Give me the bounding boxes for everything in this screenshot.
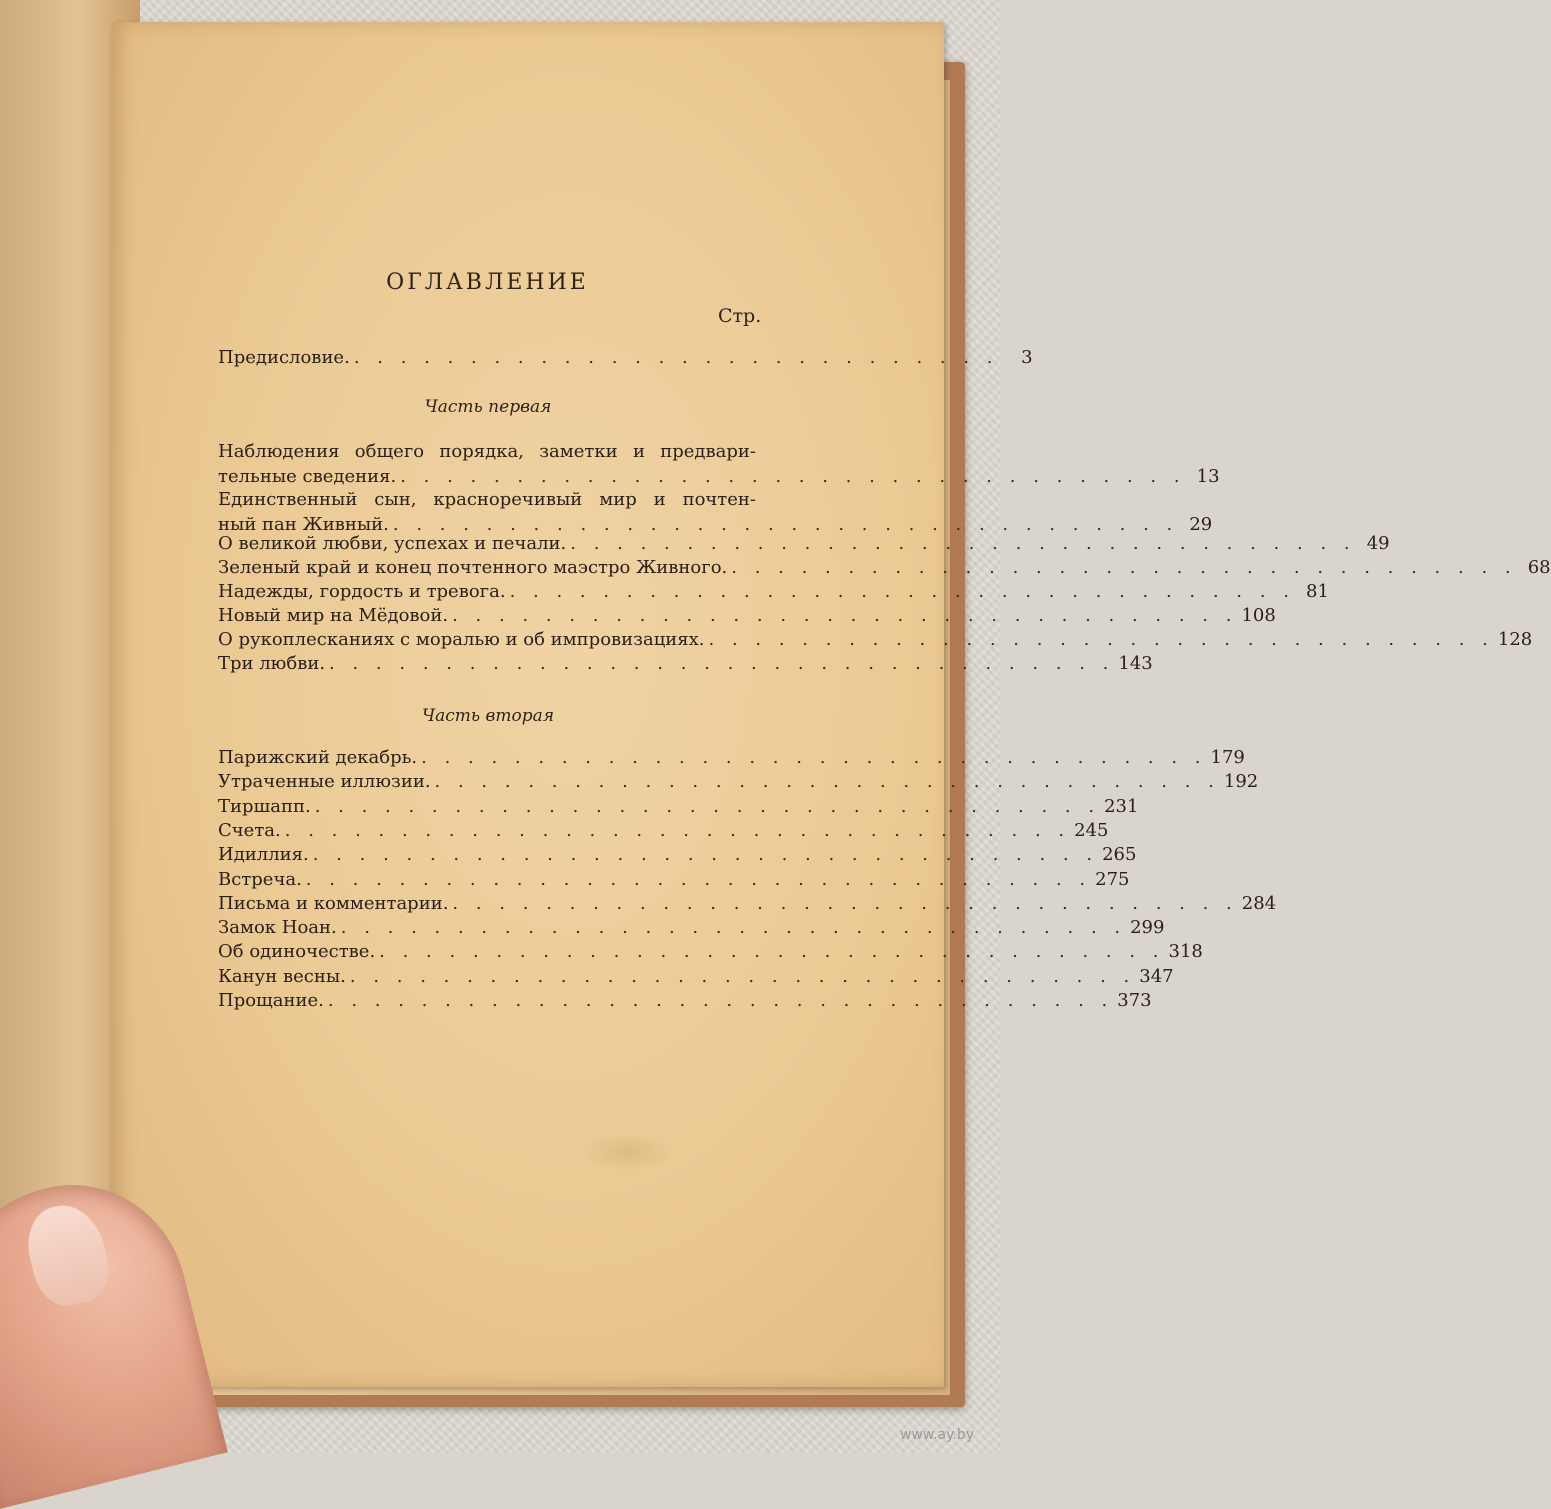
toc-entry-line: Наблюдения общего порядка, заметки и предвари- [218, 441, 756, 462]
left-page-line [0, 38, 124, 42]
left-page-line [0, 38, 124, 42]
toc-entry: Прощание. . . . . . . . . . . . . . . . . . . . . . . . . . . . . . . . . . . 373 [218, 989, 756, 1014]
left-page-line [0, 38, 124, 42]
toc-entry-title: Встреча. [218, 868, 302, 890]
left-page-line [0, 38, 124, 42]
toc-page [112, 22, 944, 1387]
toc-entry-page: 318 [1168, 941, 1203, 963]
toc-entry: Об одиночестве. . . . . . . . . . . . . . . . . . . . . . . . . . . . . . . . . . . 318 [218, 940, 756, 965]
toc-entry: Надежды, гордость и тревога. . . . . . . . . . . . . . . . . . . . . . . . . . . . . . . . . . . 81 [218, 580, 756, 605]
toc-entry: Счета. . . . . . . . . . . . . . . . . . . . . . . . . . . . . . . . . . . 245 [218, 819, 756, 844]
toc-entry-title: Новый мир на Мёдовой. [218, 605, 449, 626]
toc-entry-page: 49 [1366, 533, 1390, 554]
section-heading-part1: Часть первая [424, 397, 552, 417]
toc-entry: Идиллия. . . . . . . . . . . . . . . . . . . . . . . . . . . . . . . . . . . 265 [218, 843, 756, 868]
left-page-line [0, 38, 124, 42]
left-page-line [0, 38, 124, 42]
left-page-line [0, 38, 124, 42]
toc-entry-page: 231 [1104, 795, 1139, 817]
watermark: www.ay.by [899, 1427, 974, 1443]
toc-entry-page: 347 [1139, 965, 1174, 987]
left-page-line [0, 38, 124, 42]
left-page-line [0, 38, 124, 42]
toc-entry-page: 3 [1021, 347, 1033, 368]
left-page-line [0, 38, 124, 42]
toc-entry-title: Утраченные иллюзии. [218, 771, 431, 793]
left-page-line [0, 38, 124, 42]
left-page-line [0, 38, 124, 42]
toc-entry: Замок Ноан. . . . . . . . . . . . . . . . . . . . . . . . . . . . . . . . . . . 299 [218, 916, 756, 941]
toc-entry-page: 275 [1095, 868, 1130, 890]
toc-entry-title: Канун весны. [218, 965, 346, 987]
toc-entry: Три любви. . . . . . . . . . . . . . . . . . . . . . . . . . . . . . . . . . . 143 [218, 652, 756, 677]
toc-entry: О рукоплесканиях с моралью и об импровизациях. . . . . . . . . . . . . . . . . . . . . . . . . . . . . . . . . . . 128 [218, 628, 756, 653]
thumbnail [19, 1197, 116, 1312]
toc-entry-title: Парижский декабрь. [218, 747, 418, 768]
toc-entry: Утраченные иллюзии. . . . . . . . . . . . . . . . . . . . . . . . . . . . . . . . . . . 192 [218, 770, 756, 795]
toc-entry: Письма и комментарии. . . . . . . . . . . . . . . . . . . . . . . . . . . . . . . . . . . 284 [218, 892, 756, 917]
left-page-line [0, 38, 124, 42]
page-title: ОГЛАВЛЕНИЕ [386, 270, 589, 295]
left-page-line [0, 38, 124, 42]
toc-entry-page: 284 [1241, 892, 1277, 914]
toc-entry-page: 265 [1102, 844, 1137, 866]
section-heading-part2: Часть вторая [421, 706, 555, 726]
toc-entry-page: 245 [1074, 819, 1109, 841]
toc-entry: О великой любви, успехах и печали. . . . . . . . . . . . . . . . . . . . . . . . . . . . . . . . . . . 49 [218, 532, 756, 557]
toc-entry-page: 68 [1527, 557, 1551, 578]
left-page-line [0, 38, 124, 42]
toc-entry-page: 373 [1117, 990, 1152, 1011]
toc-entry-title: ный пан Живный. [218, 513, 389, 535]
toc-entry-preface: Предисловие. . . . . . . . . . . . . . . . . . . . . . . . . . . . . 3 [218, 346, 756, 371]
left-page-line [0, 38, 124, 42]
left-page-line [0, 38, 124, 42]
toc-entry: Единственный сын, красноречивый мир и почтен- ный пан Живный. . . . . . . . . . . . . . . . . . . . . . . . . . . . . . . . . . . 29 [218, 488, 756, 537]
toc-entry-page: 299 [1130, 917, 1165, 939]
left-page-line [0, 38, 124, 42]
left-page-line [0, 38, 124, 42]
toc-entry-page: 179 [1210, 747, 1245, 768]
left-page-line [0, 38, 124, 42]
left-page-line [0, 38, 124, 42]
toc-entry-title: Три любви. [218, 653, 326, 674]
left-page-line [0, 38, 124, 42]
toc-entry: Новый мир на Мёдовой. . . . . . . . . . . . . . . . . . . . . . . . . . . . . . . . . . . 108 [218, 604, 756, 629]
toc-entry-title: Прощание. [218, 990, 324, 1011]
left-page-line [0, 38, 124, 42]
toc-entry-title: Письма и комментарии. [218, 892, 449, 914]
toc-entry-page: 29 [1189, 513, 1213, 535]
left-page-line [0, 38, 124, 42]
toc-entry-title: Надежды, гордость и тревога. [218, 581, 506, 602]
left-page-line [0, 38, 124, 42]
toc-entry-title: Зеленый край и конец почтенного маэстро Живного. [218, 557, 728, 578]
toc-entry: Тиршапп. . . . . . . . . . . . . . . . . . . . . . . . . . . . . . . . . . . 231 [218, 795, 756, 820]
toc-entry-title: Счета. [218, 819, 281, 841]
toc-entry: Канун весны. . . . . . . . . . . . . . . . . . . . . . . . . . . . . . . . . . . 347 [218, 965, 756, 990]
toc-entry-page: 192 [1223, 771, 1259, 793]
left-page-line [0, 38, 124, 42]
left-page-line [0, 38, 124, 42]
toc-entry-title: тельные сведения. [218, 465, 397, 487]
left-page-line [0, 38, 124, 42]
left-page-line [0, 38, 124, 42]
toc-entry-title: Тиршапп. [218, 795, 311, 817]
left-page-line [0, 38, 124, 42]
toc-entry-line: Единственный сын, красноречивый мир и почтен- [218, 489, 756, 510]
toc-entry-title: О рукоплесканиях с моралью и об импровизациях. [218, 629, 705, 650]
toc-entry-page: 81 [1306, 581, 1329, 602]
left-page-line [0, 38, 124, 42]
toc-entry-title: Предисловие. [218, 347, 350, 368]
toc-entry: Зеленый край и конец почтенного маэстро Живного. . . . . . . . . . . . . . . . . . . . . . . . . . . . . . . . . . . 68 [218, 556, 756, 581]
left-page-text [0, 38, 124, 42]
toc-entry: Встреча. . . . . . . . . . . . . . . . . . . . . . . . . . . . . . . . . . . 275 [218, 868, 756, 893]
left-page-line [0, 38, 124, 42]
left-page-line [0, 38, 124, 42]
left-page-line [0, 38, 124, 42]
toc-entry-page: 13 [1196, 465, 1220, 487]
toc-entry-page: 143 [1118, 653, 1153, 674]
left-page-line [0, 38, 124, 42]
left-page-line [0, 38, 124, 42]
toc-entry-title: Идиллия. [218, 844, 309, 866]
toc-entry-title: Об одиночестве. [218, 941, 376, 963]
page-column-label: Стр. [718, 305, 762, 327]
left-page-line [0, 38, 124, 42]
left-page-line [0, 38, 124, 42]
left-page-line [0, 38, 124, 42]
left-page-line [0, 38, 124, 42]
toc-entry: Наблюдения общего порядка, заметки и предвари- тельные сведения. . . . . . . . . . . . . . . . . . . . . . . . . . . . . . . . . . . 13 [218, 440, 756, 489]
left-page-line [0, 38, 124, 42]
toc-entry-title: О великой любви, успехах и печали. [218, 533, 567, 554]
paper-stain [582, 1132, 672, 1172]
toc-entry-title: Замок Ноан. [218, 917, 337, 939]
left-page-line [0, 38, 124, 42]
left-page-line [0, 38, 124, 42]
left-page-line [0, 38, 124, 42]
toc-entry: Парижский декабрь. . . . . . . . . . . . . . . . . . . . . . . . . . . . . . . . . . . 179 [218, 746, 756, 771]
left-page-line [0, 38, 124, 42]
left-page-line [0, 38, 124, 42]
toc-entry-page: 128 [1497, 629, 1533, 650]
toc-entry-page: 108 [1241, 605, 1276, 626]
left-page-line [0, 38, 124, 42]
